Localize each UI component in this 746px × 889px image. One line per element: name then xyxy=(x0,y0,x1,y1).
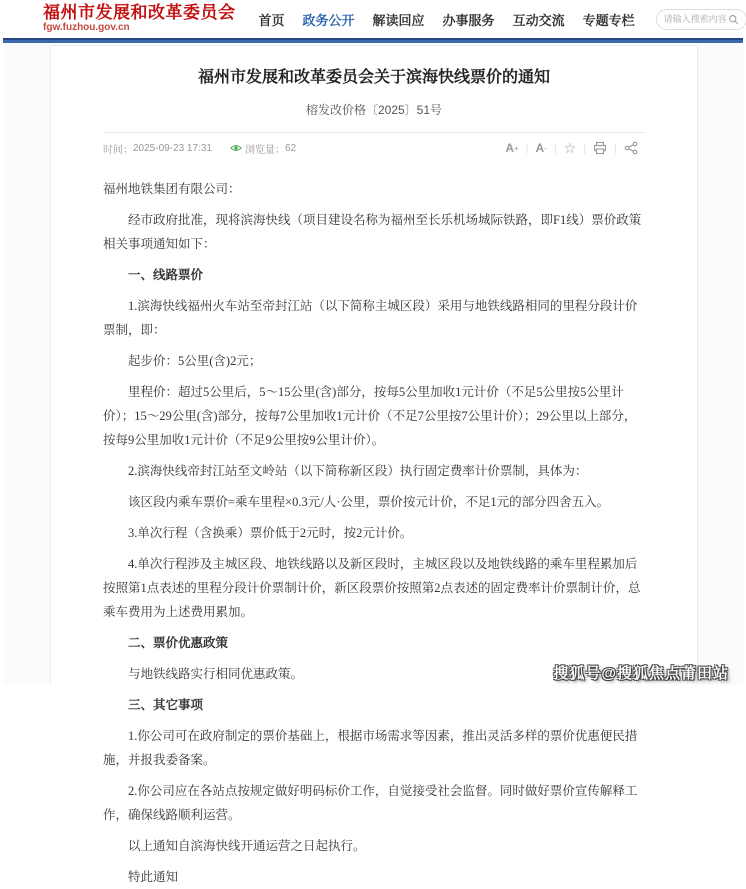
print-icon[interactable] xyxy=(586,141,614,155)
site-name: 福州市发展和改革委员会 xyxy=(43,3,236,23)
notice-paragraph: 1.你公司可在政府制定的票价基础上，根据市场需求等因素，推出灵活多样的票价优惠便民措施，并报我委备案。 xyxy=(103,729,638,767)
meta-row xyxy=(103,133,645,163)
document-number: 榕发改价格〔2025〕51号 xyxy=(305,103,443,117)
page xyxy=(3,0,743,884)
search-box[interactable] xyxy=(656,9,746,30)
notice-paragraph: 经市政府批准，现将滨海快线（项目建设名称为福州至长乐机场城际铁路，即F1线）票价政策相关事项通知如下： xyxy=(103,213,642,251)
notice-paragraph: 3.单次行程（含换乘）票价低于2元时，按2元计价。 xyxy=(128,526,413,540)
site-logo[interactable] xyxy=(43,4,236,33)
nav-item-5[interactable]: 专题专栏 xyxy=(582,12,635,28)
notice-paragraph: 2.你公司应在各站点按规定做好明码标价工作，自觉接受社会监督。同时做好票价宣传解释工作，确保线路顺利运营。 xyxy=(103,784,638,822)
page-title: 福州市发展和改革委员会关于滨海快线票价的通知 xyxy=(197,69,550,86)
notice-paragraph: 与地铁线路实行相同优惠政策。 xyxy=(128,667,304,681)
favorite-star-icon[interactable]: ☆ xyxy=(563,139,577,156)
notice-paragraph: 二、票价优惠政策 xyxy=(128,636,229,650)
notice-paragraph: 该区段内乘车票价=乘车里程×0.3元/人·公里，票价按元计价，不足1元的部分四舍五入。 xyxy=(128,495,610,509)
eye-icon xyxy=(230,142,242,154)
header-divider-bar xyxy=(3,38,743,43)
nav-item-0[interactable]: 首页 xyxy=(258,12,285,28)
main-nav xyxy=(250,10,644,29)
notice-paragraph: 1.滨海快线福州火车站至帝封江站（以下简称主城区段）采用与地铁线路相同的里程分段计价票制，即： xyxy=(103,299,638,337)
meta-left xyxy=(103,141,314,156)
notice-paragraph: 一、线路票价 xyxy=(128,268,204,282)
search-icon[interactable] xyxy=(728,14,739,25)
notice-paragraph: 特此通知 xyxy=(128,870,179,884)
search-input[interactable] xyxy=(664,14,726,24)
site-url: fgw.fuzhou.gov.cn xyxy=(43,22,130,34)
nav-item-1[interactable]: 政务公开 xyxy=(302,12,355,28)
time-label: 时间： xyxy=(103,144,133,156)
nav-item-4[interactable]: 互动交流 xyxy=(512,12,565,28)
article-tools: A + | A - | ☆ | | xyxy=(498,140,645,157)
notice-body xyxy=(103,177,645,889)
font-increase-button[interactable]: A + xyxy=(505,141,519,155)
notice-paragraph: 起步价：5公里(含)2元； xyxy=(128,354,262,368)
document-panel xyxy=(50,45,698,884)
share-icon[interactable] xyxy=(617,141,645,155)
site-header xyxy=(3,0,743,38)
nav-item-2[interactable]: 解读回应 xyxy=(372,12,425,28)
views-label: 浏览量： xyxy=(244,144,285,156)
views-value: 62 xyxy=(284,142,297,154)
notice-paragraph: 2.滨海快线帝封江站至文岭站（以下简称新区段）执行固定费率计价票制，具体为： xyxy=(128,464,588,478)
nav-item-3[interactable]: 办事服务 xyxy=(442,12,495,28)
sohu-watermark: 搜狐号@搜狐焦点莆田站 xyxy=(553,665,729,682)
notice-paragraph: 三、其它事项 xyxy=(128,698,204,712)
font-decrease-button[interactable]: A - xyxy=(535,141,547,155)
view-count xyxy=(230,141,296,156)
notice-paragraph: 里程价：超过5公里后，5～15公里(含)部分，按每5公里加收1元计价（不足5公里按5公里计价）；15～29公里(含)部分，按每7公里加收1元计价（不足7公里按7公里计价）；29公里以上部分，按每9公里加收1元计价（不足9公里按9公里计价）。 xyxy=(103,385,637,447)
notice-paragraph: 福州地铁集团有限公司： xyxy=(103,182,241,196)
time-value: 2025-09-23 17:31 xyxy=(133,142,212,154)
notice-paragraph: 4.单次行程涉及主城区段、地铁线路以及新区段时，主城区段以及地铁线路的乘车里程累加后按照第1点表述的里程分段计价票制计价，新区段票价按照第2点表述的固定费率计价票制计价，总乘车费用为上述费用累加。 xyxy=(103,557,641,619)
notice-paragraph: 以上通知自滨海快线开通运营之日起执行。 xyxy=(128,839,366,853)
publish-time xyxy=(103,141,212,156)
